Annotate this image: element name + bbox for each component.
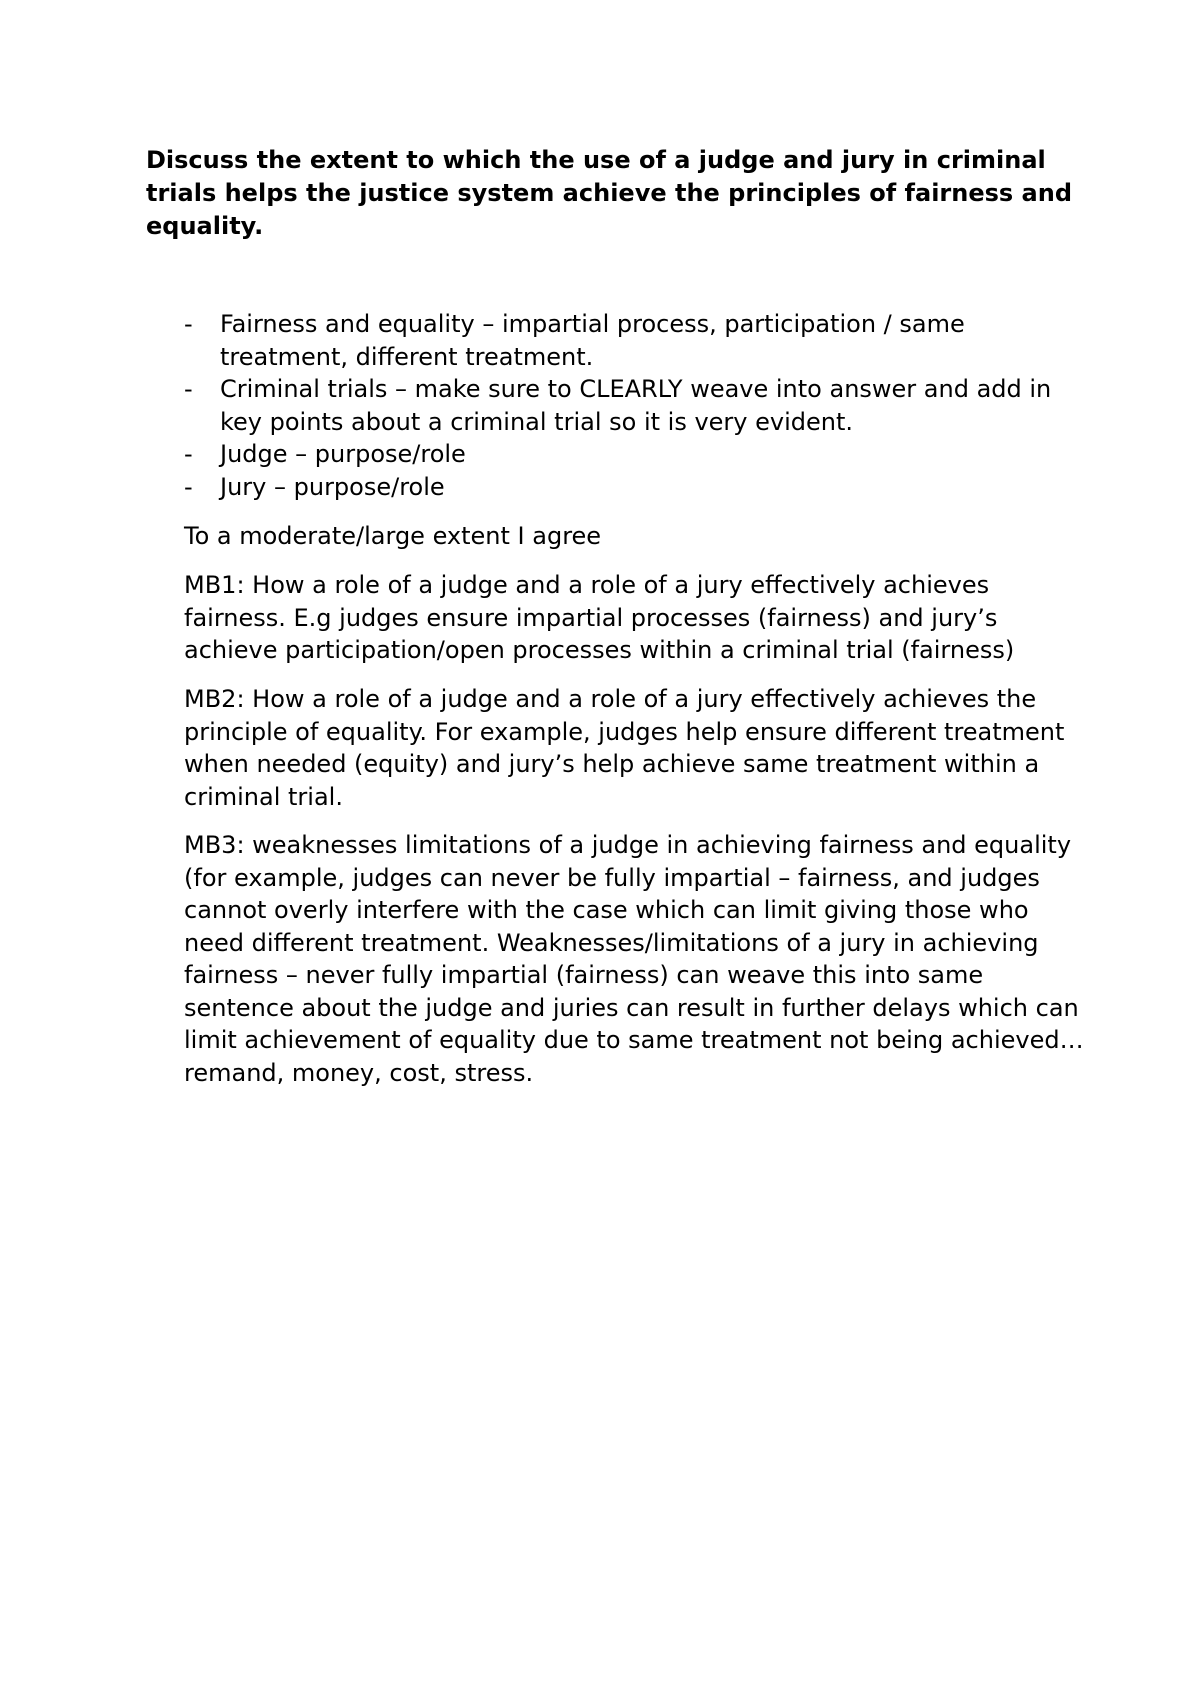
bullet-dash: - bbox=[184, 472, 193, 501]
list-item bbox=[146, 471, 1076, 504]
planning-bullet-list bbox=[146, 308, 1076, 503]
bullet-text: Judge – purpose/role bbox=[220, 440, 466, 468]
bullet-text: Jury – purpose/role bbox=[220, 472, 445, 501]
bullet-dash: - bbox=[184, 310, 193, 338]
list-item bbox=[146, 308, 1076, 373]
essay-question-heading: Discuss the extent to which the use of a judge and jury in criminal trials helps the justice system achieve the principles of fairness and equality. bbox=[146, 146, 1073, 240]
stance-paragraph: To a moderate/large extent I agree bbox=[184, 522, 602, 550]
list-item bbox=[146, 438, 1076, 471]
main-body-3-paragraph: MB3: weaknesses limitations of a judge in achieving fairness and equality (for example, judges can never be fully impartial – fairness, and judges cannot overly interfere with the case which can limit giving those who need different treatment. Weaknesses/limitations of a jury in achieving fairness – never fully impartial (fairness) can weave this into same sentence about the judge and juries can result in further delays which can limit achievement of equality due to same treatment not being achieved…remand, money, cost, stress. bbox=[184, 831, 1084, 1087]
list-item bbox=[146, 373, 1076, 438]
bullet-dash: - bbox=[184, 375, 193, 403]
bullet-text: Fairness and equality – impartial process, participation / same treatment, different treatment. bbox=[220, 310, 965, 371]
main-body-1-paragraph: MB1: How a role of a judge and a role of a jury effectively achieves fairness. E.g judges ensure impartial processes (fairness) and jury’s achieve participation/open processes within a criminal trial (fairness) bbox=[184, 571, 1015, 664]
main-body-2-paragraph: MB2: How a role of a judge and a role of a jury effectively achieves the principle of equality. For example, judges help ensure different treatment when needed (equity) and jury’s help achieve same treatment within a criminal trial. bbox=[184, 685, 1065, 811]
bullet-text: Criminal trials – make sure to CLEARLY weave into answer and add in key points about a criminal trial so it is very evident. bbox=[220, 375, 1052, 436]
bullet-dash: - bbox=[184, 440, 193, 468]
